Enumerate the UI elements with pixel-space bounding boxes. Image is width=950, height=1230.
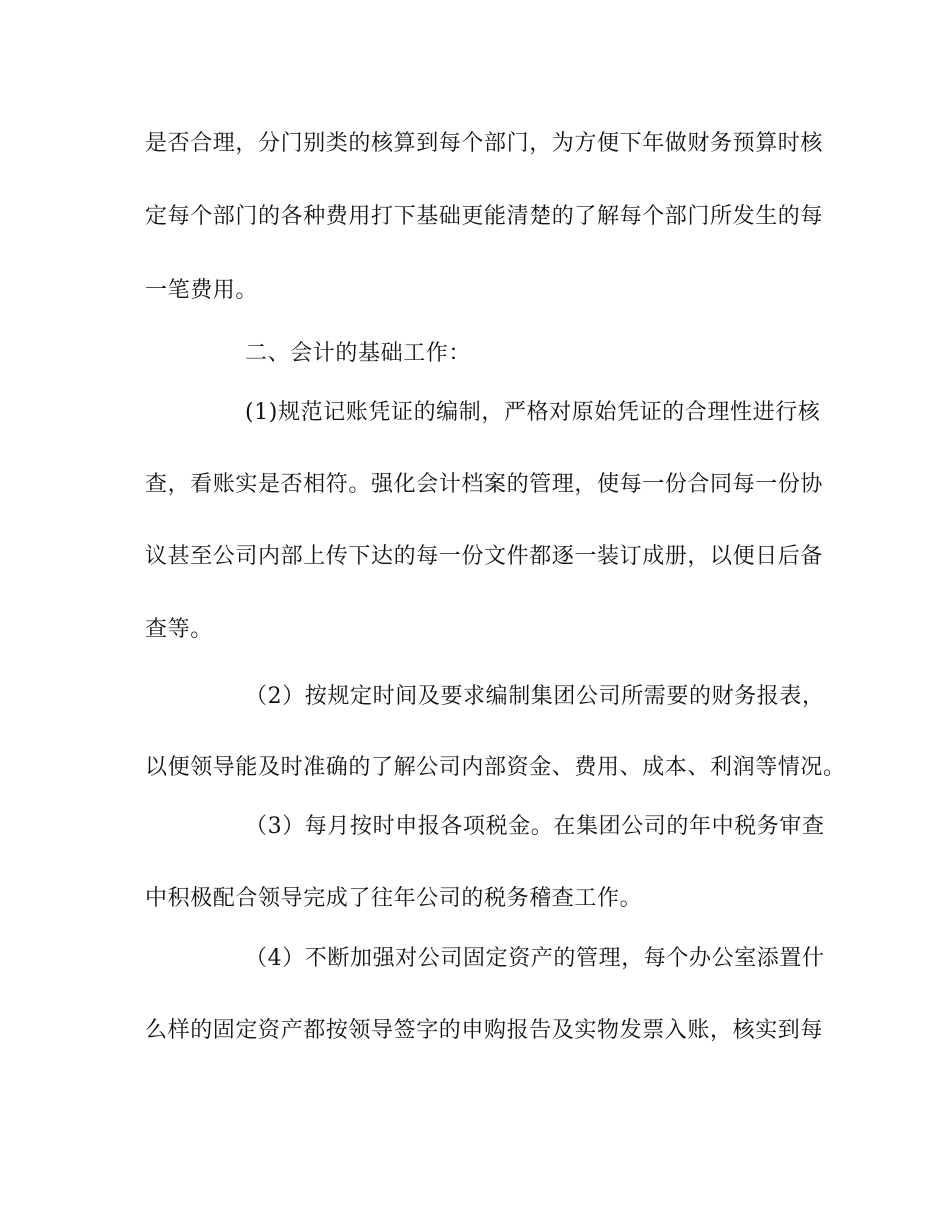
text-line: 一笔费用。	[145, 278, 259, 303]
text-line: （4）不断加强对公司固定资产的管理，每个办公室添置什	[245, 946, 825, 971]
text-line: （3）每月按时申报各项税金。在集团公司的年中税务审查	[245, 814, 825, 839]
text-line: （2）按规定时间及要求编制集团公司所需要的财务报表，	[245, 684, 825, 709]
section-heading: 二、会计的基础工作：	[245, 341, 472, 366]
text-line: 以便领导能及时准确的了解公司内部资金、费用、成本、利润等情况。	[145, 755, 846, 780]
text-line: 中积极配合领导完成了往年公司的税务稽查工作。	[145, 886, 643, 911]
text-line: 查等。	[145, 617, 213, 642]
text-line: 么样的固定资产都按领导签字的申购报告及实物发票入账，核实到每	[145, 1018, 824, 1043]
text-line: 是否合理，分门别类的核算到每个部门，为方便下年做财务预算时核	[145, 131, 824, 156]
text-line: 定每个部门的各种费用打下基础更能清楚的了解每个部门所发生的每	[145, 204, 824, 229]
text-line: 查，看账实是否相符。强化会计档案的管理，使每一份合同每一份协	[145, 472, 824, 497]
text-line: (1)规范记账凭证的编制，严格对原始凭证的合理性进行核	[245, 400, 821, 425]
text-line: 议甚至公司内部上传下达的每一份文件都逐一装订成册，以便日后备	[145, 544, 824, 569]
